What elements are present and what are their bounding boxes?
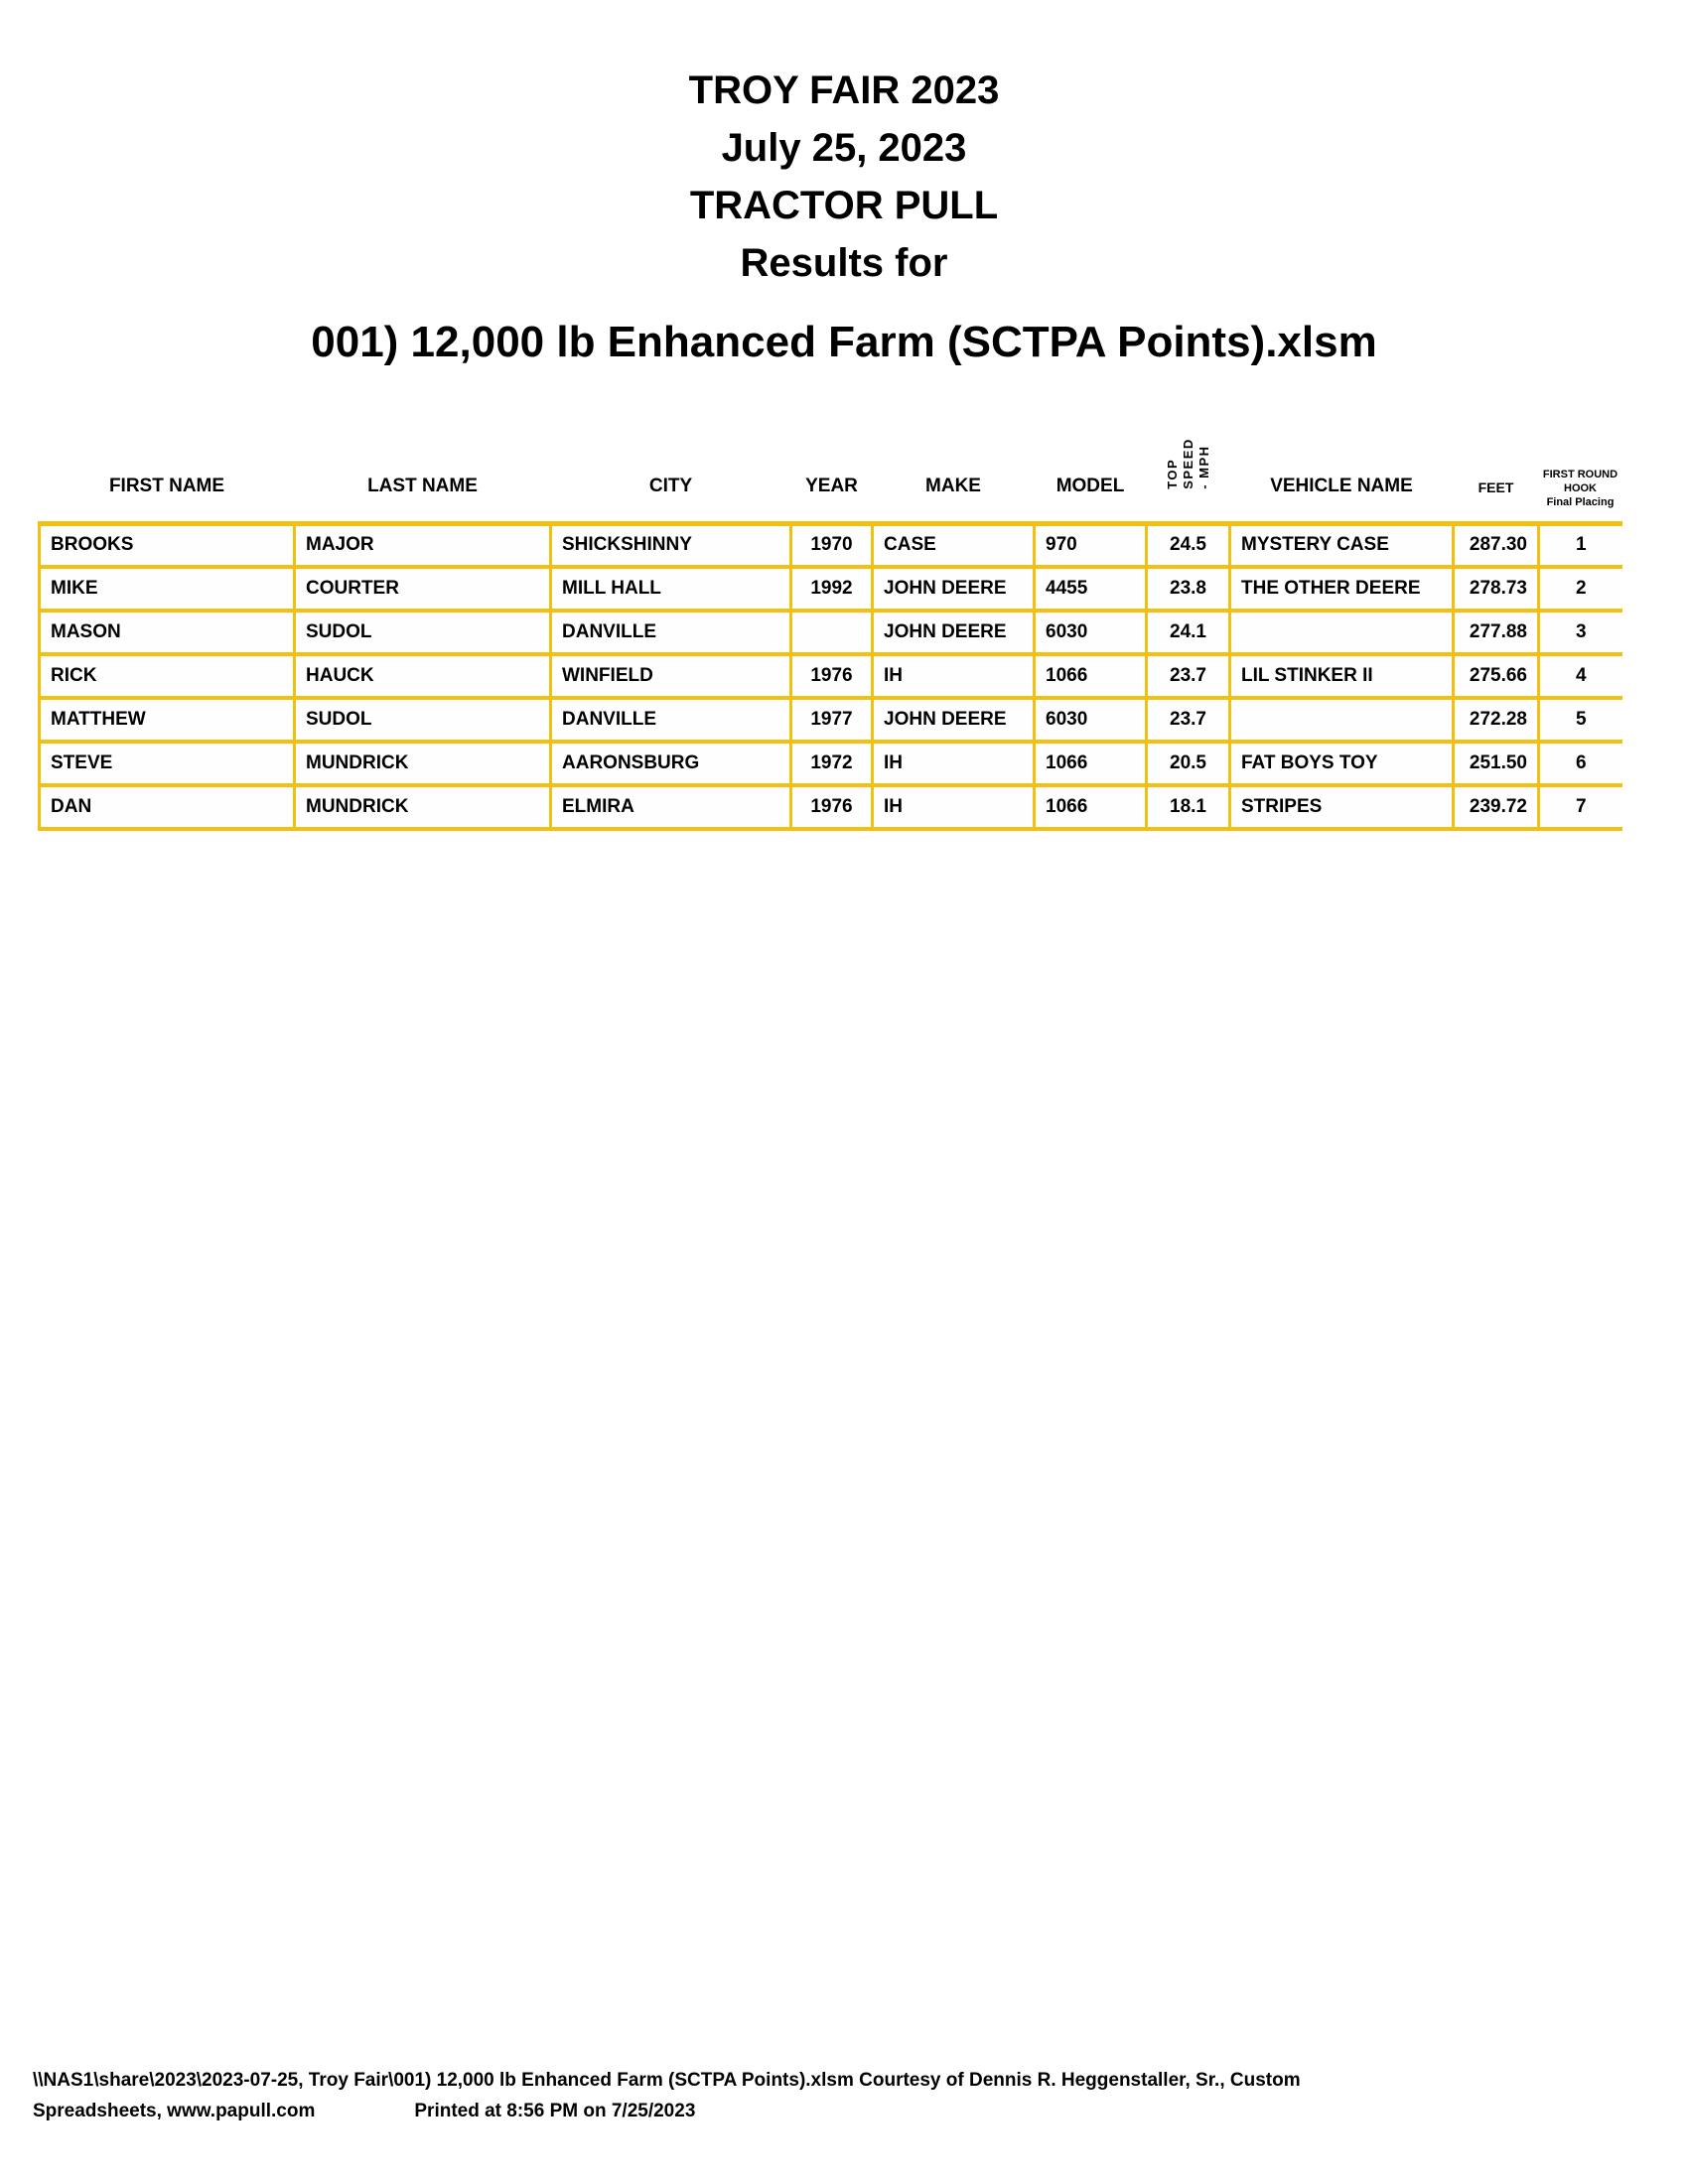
top-speed-line-1: TOP [1164, 458, 1180, 489]
results-table [38, 437, 1622, 831]
cell-last-name: HAUCK [295, 654, 551, 698]
top-speed-vertical-label [1165, 438, 1212, 489]
cell-vehicle-name: FAT BOYS TOY [1230, 742, 1454, 785]
cell-model: 6030 [1035, 611, 1147, 654]
cell-make: IH [873, 742, 1035, 785]
cell-top-speed: 24.1 [1147, 611, 1230, 654]
col-header-year: YEAR [805, 475, 858, 496]
cell-make: IH [873, 785, 1035, 829]
title-date: July 25, 2023 [721, 126, 967, 170]
col-header-city: CITY [648, 475, 693, 496]
cell-feet: 277.88 [1454, 611, 1539, 654]
hook-header-sub: Final Placing [1546, 495, 1615, 508]
cell-last-name: MAJOR [295, 523, 551, 567]
cell-final-placing: 6 [1539, 742, 1622, 785]
cell-model: 1066 [1035, 785, 1147, 829]
cell-make: JOHN DEERE [873, 567, 1035, 611]
cell-final-placing: 4 [1539, 654, 1622, 698]
footer-credit-line [33, 2096, 1661, 2126]
cell-model: 1066 [1035, 742, 1147, 785]
cell-first-name: RICK [40, 654, 295, 698]
cell-final-placing: 7 [1539, 785, 1622, 829]
cell-feet: 251.50 [1454, 742, 1539, 785]
cell-make: JOHN DEERE [873, 698, 1035, 742]
cell-first-name: MASON [40, 611, 295, 654]
table-row [40, 567, 1622, 611]
header-row [40, 440, 1622, 523]
cell-vehicle-name: STRIPES [1230, 785, 1454, 829]
cell-final-placing: 5 [1539, 698, 1622, 742]
cell-city: MILL HALL [551, 567, 791, 611]
cell-first-name: MIKE [40, 567, 295, 611]
table-row [40, 611, 1622, 654]
cell-year: 1976 [791, 785, 873, 829]
col-header-last-name: LAST NAME [367, 475, 478, 496]
footer-printed-at: Printed at 8:56 PM on 7/25/2023 [414, 2101, 696, 2121]
hook-header-main: FIRST ROUND HOOK [1542, 468, 1618, 494]
cell-last-name: SUDOL [295, 611, 551, 654]
footer [33, 2065, 1661, 2126]
cell-feet: 278.73 [1454, 567, 1539, 611]
cell-last-name: COURTER [295, 567, 551, 611]
cell-top-speed: 20.5 [1147, 742, 1230, 785]
cell-year: 1970 [791, 523, 873, 567]
cell-vehicle-name [1230, 611, 1454, 654]
cell-vehicle-name: LIL STINKER II [1230, 654, 1454, 698]
cell-feet: 272.28 [1454, 698, 1539, 742]
top-speed-line-2: SPEED [1180, 437, 1196, 489]
title-competition: TRACTOR PULL [689, 184, 999, 227]
footer-credit-left: Spreadsheets, www.papull.com [33, 2101, 316, 2121]
col-header-first-round-hook [1539, 440, 1622, 523]
cell-make: CASE [873, 523, 1035, 567]
col-header-vehicle-name: VEHICLE NAME [1270, 475, 1413, 496]
cell-year: 1976 [791, 654, 873, 698]
cell-model: 970 [1035, 523, 1147, 567]
cell-top-speed: 23.7 [1147, 654, 1230, 698]
cell-top-speed: 23.8 [1147, 567, 1230, 611]
cell-model: 4455 [1035, 567, 1147, 611]
col-header-first-name: FIRST NAME [108, 475, 225, 496]
table-row [40, 698, 1622, 742]
title-block [0, 62, 1688, 371]
title-results-for: Results for [740, 241, 948, 285]
table-row [40, 785, 1622, 829]
title-class-filename: 001) 12,000 lb Enhanced Farm (SCTPA Points).xlsm [311, 318, 1377, 366]
cell-year: 1972 [791, 742, 873, 785]
col-header-model: MODEL [1055, 475, 1125, 496]
cell-last-name: SUDOL [295, 698, 551, 742]
cell-vehicle-name: THE OTHER DEERE [1230, 567, 1454, 611]
cell-top-speed: 24.5 [1147, 523, 1230, 567]
col-header-feet: FEET [1477, 478, 1514, 495]
title-event: TROY FAIR 2023 [688, 68, 1000, 112]
footer-path-line: \\NAS1\share\2023\2023-07-25, Troy Fair\001) 12,000 lb Enhanced Farm (SCTPA Points).xlsm Courtesy of Dennis R. Heggenstaller, Sr., Custom [33, 2070, 1301, 2091]
cell-top-speed: 23.7 [1147, 698, 1230, 742]
cell-final-placing: 3 [1539, 611, 1622, 654]
cell-final-placing: 2 [1539, 567, 1622, 611]
col-header-make: MAKE [925, 475, 981, 496]
cell-last-name: MUNDRICK [295, 785, 551, 829]
cell-first-name: BROOKS [40, 523, 295, 567]
cell-feet: 239.72 [1454, 785, 1539, 829]
cell-model: 6030 [1035, 698, 1147, 742]
cell-city: SHICKSHINNY [551, 523, 791, 567]
cell-year: 1992 [791, 567, 873, 611]
cell-first-name: DAN [40, 785, 295, 829]
top-speed-line-3: - MPH [1196, 444, 1211, 489]
cell-city: DANVILLE [551, 611, 791, 654]
cell-model: 1066 [1035, 654, 1147, 698]
cell-year [791, 611, 873, 654]
cell-city: WINFIELD [551, 654, 791, 698]
cell-first-name: STEVE [40, 742, 295, 785]
cell-make: IH [873, 654, 1035, 698]
table-row [40, 654, 1622, 698]
cell-vehicle-name [1230, 698, 1454, 742]
table-row [40, 742, 1622, 785]
cell-last-name: MUNDRICK [295, 742, 551, 785]
cell-city: AARONSBURG [551, 742, 791, 785]
cell-vehicle-name: MYSTERY CASE [1230, 523, 1454, 567]
cell-top-speed: 18.1 [1147, 785, 1230, 829]
cell-year: 1977 [791, 698, 873, 742]
cell-feet: 287.30 [1454, 523, 1539, 567]
cell-make: JOHN DEERE [873, 611, 1035, 654]
results-table-body [40, 523, 1622, 829]
cell-first-name: MATTHEW [40, 698, 295, 742]
cell-city: DANVILLE [551, 698, 791, 742]
col-header-top-speed [1147, 437, 1230, 523]
table-row [40, 523, 1622, 567]
cell-feet: 275.66 [1454, 654, 1539, 698]
cell-city: ELMIRA [551, 785, 791, 829]
cell-final-placing: 1 [1539, 523, 1622, 567]
